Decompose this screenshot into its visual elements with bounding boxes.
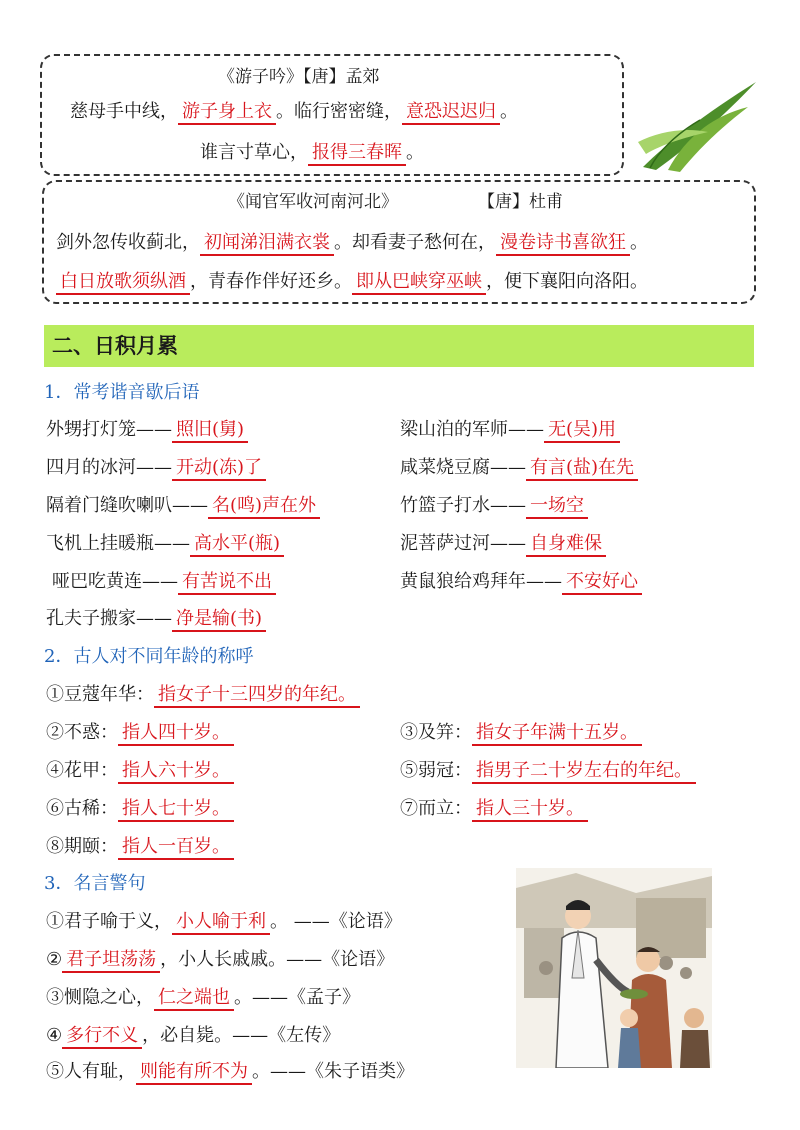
item-answer: 有苦说不出 [178,571,276,595]
item-question: ⑦而立： [400,798,472,819]
quote-answer: 小人喻于利 [172,911,270,935]
quote-answer: 君子坦荡荡 [62,949,160,973]
bamboo-leaf-illustration [628,72,768,172]
item-answer: 指女子十三四岁的年纪。 [154,684,360,708]
list-item [400,415,620,441]
item-question: ⑤弱冠： [400,760,472,781]
quote-item [46,1021,340,1047]
poem-answer: 初闻涕泪满衣裳 [200,232,334,256]
quote-source: 。——《孟子》 [234,987,360,1008]
poem-answer: 即从巴峡穿巫峡 [352,271,486,295]
quote-text: ⑤人有耻， [46,1061,136,1082]
item-answer: 无(吴)用 [544,419,620,443]
list-item [46,453,266,479]
item-question: ②不惑： [46,722,118,743]
item-answer: 名(鸣)声在外 [208,495,320,519]
item-question: 孔夫子搬家—— [46,608,172,629]
item-question: 黄鼠狼给鸡拜年—— [400,571,562,592]
list-item [400,491,588,517]
item-answer: 照旧(舅) [172,419,248,443]
section-title-bar: 二、日积月累 [44,325,754,367]
quote-text: ③恻隐之心， [46,987,154,1008]
item-question: ③及笄： [400,722,472,743]
item-answer: 高水平(瓶) [190,533,284,557]
poem-title: 《游子吟》【唐】孟郊 [218,67,380,87]
poem-text: 谁言寸草心， [200,142,308,163]
list-item [46,491,320,517]
list-item [46,604,266,630]
item-question: 竹篮子打水—— [400,495,526,516]
quote-item [46,983,360,1009]
item-answer: 不安好心 [562,571,642,595]
quote-text: ② [46,949,63,970]
item-question: 梁山泊的军师—— [400,419,544,440]
quote-source: 。——《朱子语类》 [252,1061,414,1082]
poem-answer: 漫卷诗书喜欲狂 [496,232,630,256]
quote-answer: 则能有所不为 [136,1061,252,1085]
item-question: 哑巴吃黄连—— [52,571,178,592]
item-question: 四月的冰河—— [46,457,172,478]
quote-text: ④ [46,1025,63,1046]
item-answer: 开动(冻)了 [172,457,266,481]
poem-text: 。 [406,142,424,163]
item-answer: 指人四十岁。 [118,722,234,746]
item-question: 飞机上挂暖瓶—— [46,533,190,554]
quote-item [46,1057,414,1083]
poem-text: ，便下襄阳向洛阳。 [486,271,648,292]
quote-answer: 多行不义 [62,1025,142,1049]
quote-source: ，必自毙。——《左传》 [142,1025,341,1046]
quote-item [46,907,402,933]
quote-text: ①君子喻于义， [46,911,172,932]
quote-source: 。 ——《论语》 [270,911,402,932]
poem-line [56,267,648,293]
quote-source: ，小人长戚戚。——《论语》 [160,949,395,970]
item-question: ④花甲： [46,760,118,781]
poem-line [56,228,648,254]
list-item [52,567,276,593]
poem-text: 慈母手中线， [70,101,178,122]
item-question: 泥菩萨过河—— [400,533,526,554]
item-question: ⑥古稀： [46,798,118,819]
quote-item [46,945,394,971]
list-item [46,756,234,782]
list-item [400,756,696,782]
list-item [400,567,642,593]
item-question: ①豆蔻年华： [46,684,154,705]
item-answer: 自身难保 [526,533,606,557]
poem-title: 《闻官军收河南河北》 [228,192,398,212]
list-item [46,832,234,858]
subsection-title-quotes: 3．名言警句 [44,873,146,894]
poem-text: 。临行密密缝， [276,101,402,122]
poem-answer: 白日放歌须纵酒 [56,271,190,295]
subsection-title-age-names: 2．古人对不同年龄的称呼 [44,646,254,667]
item-answer: 一场空 [526,495,588,519]
subsection-title-xiehouyu: 1．常考谐音歇后语 [44,382,200,403]
item-question: 隔着门缝吹喇叭—— [46,495,208,516]
poem-text: 。 [500,101,518,122]
list-item [46,415,248,441]
list-item [400,529,606,555]
poem-text: 。 [630,232,648,253]
item-answer: 指女子年满十五岁。 [472,722,642,746]
item-answer: 指人六十岁。 [118,760,234,784]
item-question: ⑧期颐： [46,836,118,857]
poem-line [200,138,424,164]
item-question: 外甥打灯笼—— [46,419,172,440]
quote-answer: 仁之端也 [154,987,234,1011]
list-item [46,680,360,706]
poem-answer: 意恐迟迟归 [402,101,500,125]
poem-text: 剑外忽传收蓟北， [56,232,200,253]
list-item [46,794,234,820]
list-item [46,718,234,744]
item-answer: 指人七十岁。 [118,798,234,822]
poem-author: 【唐】杜甫 [478,192,563,212]
ancient-scholar-illustration [516,868,712,1068]
item-answer: 有言(盐)在先 [526,457,638,481]
poem-answer: 游子身上衣 [178,101,276,125]
poem-text: ，青春作伴好还乡。 [190,271,352,292]
item-answer: 指男子二十岁左右的年纪。 [472,760,696,784]
item-question: 咸菜烧豆腐—— [400,457,526,478]
poem-line [70,97,518,123]
poem-text: 。却看妻子愁何在， [334,232,496,253]
poem-answer: 报得三春晖 [308,142,406,166]
list-item [400,794,588,820]
item-answer: 净是输(书) [172,608,266,632]
list-item [400,453,638,479]
item-answer: 指人三十岁。 [472,798,588,822]
list-item [46,529,284,555]
item-answer: 指人一百岁。 [118,836,234,860]
list-item [400,718,642,744]
